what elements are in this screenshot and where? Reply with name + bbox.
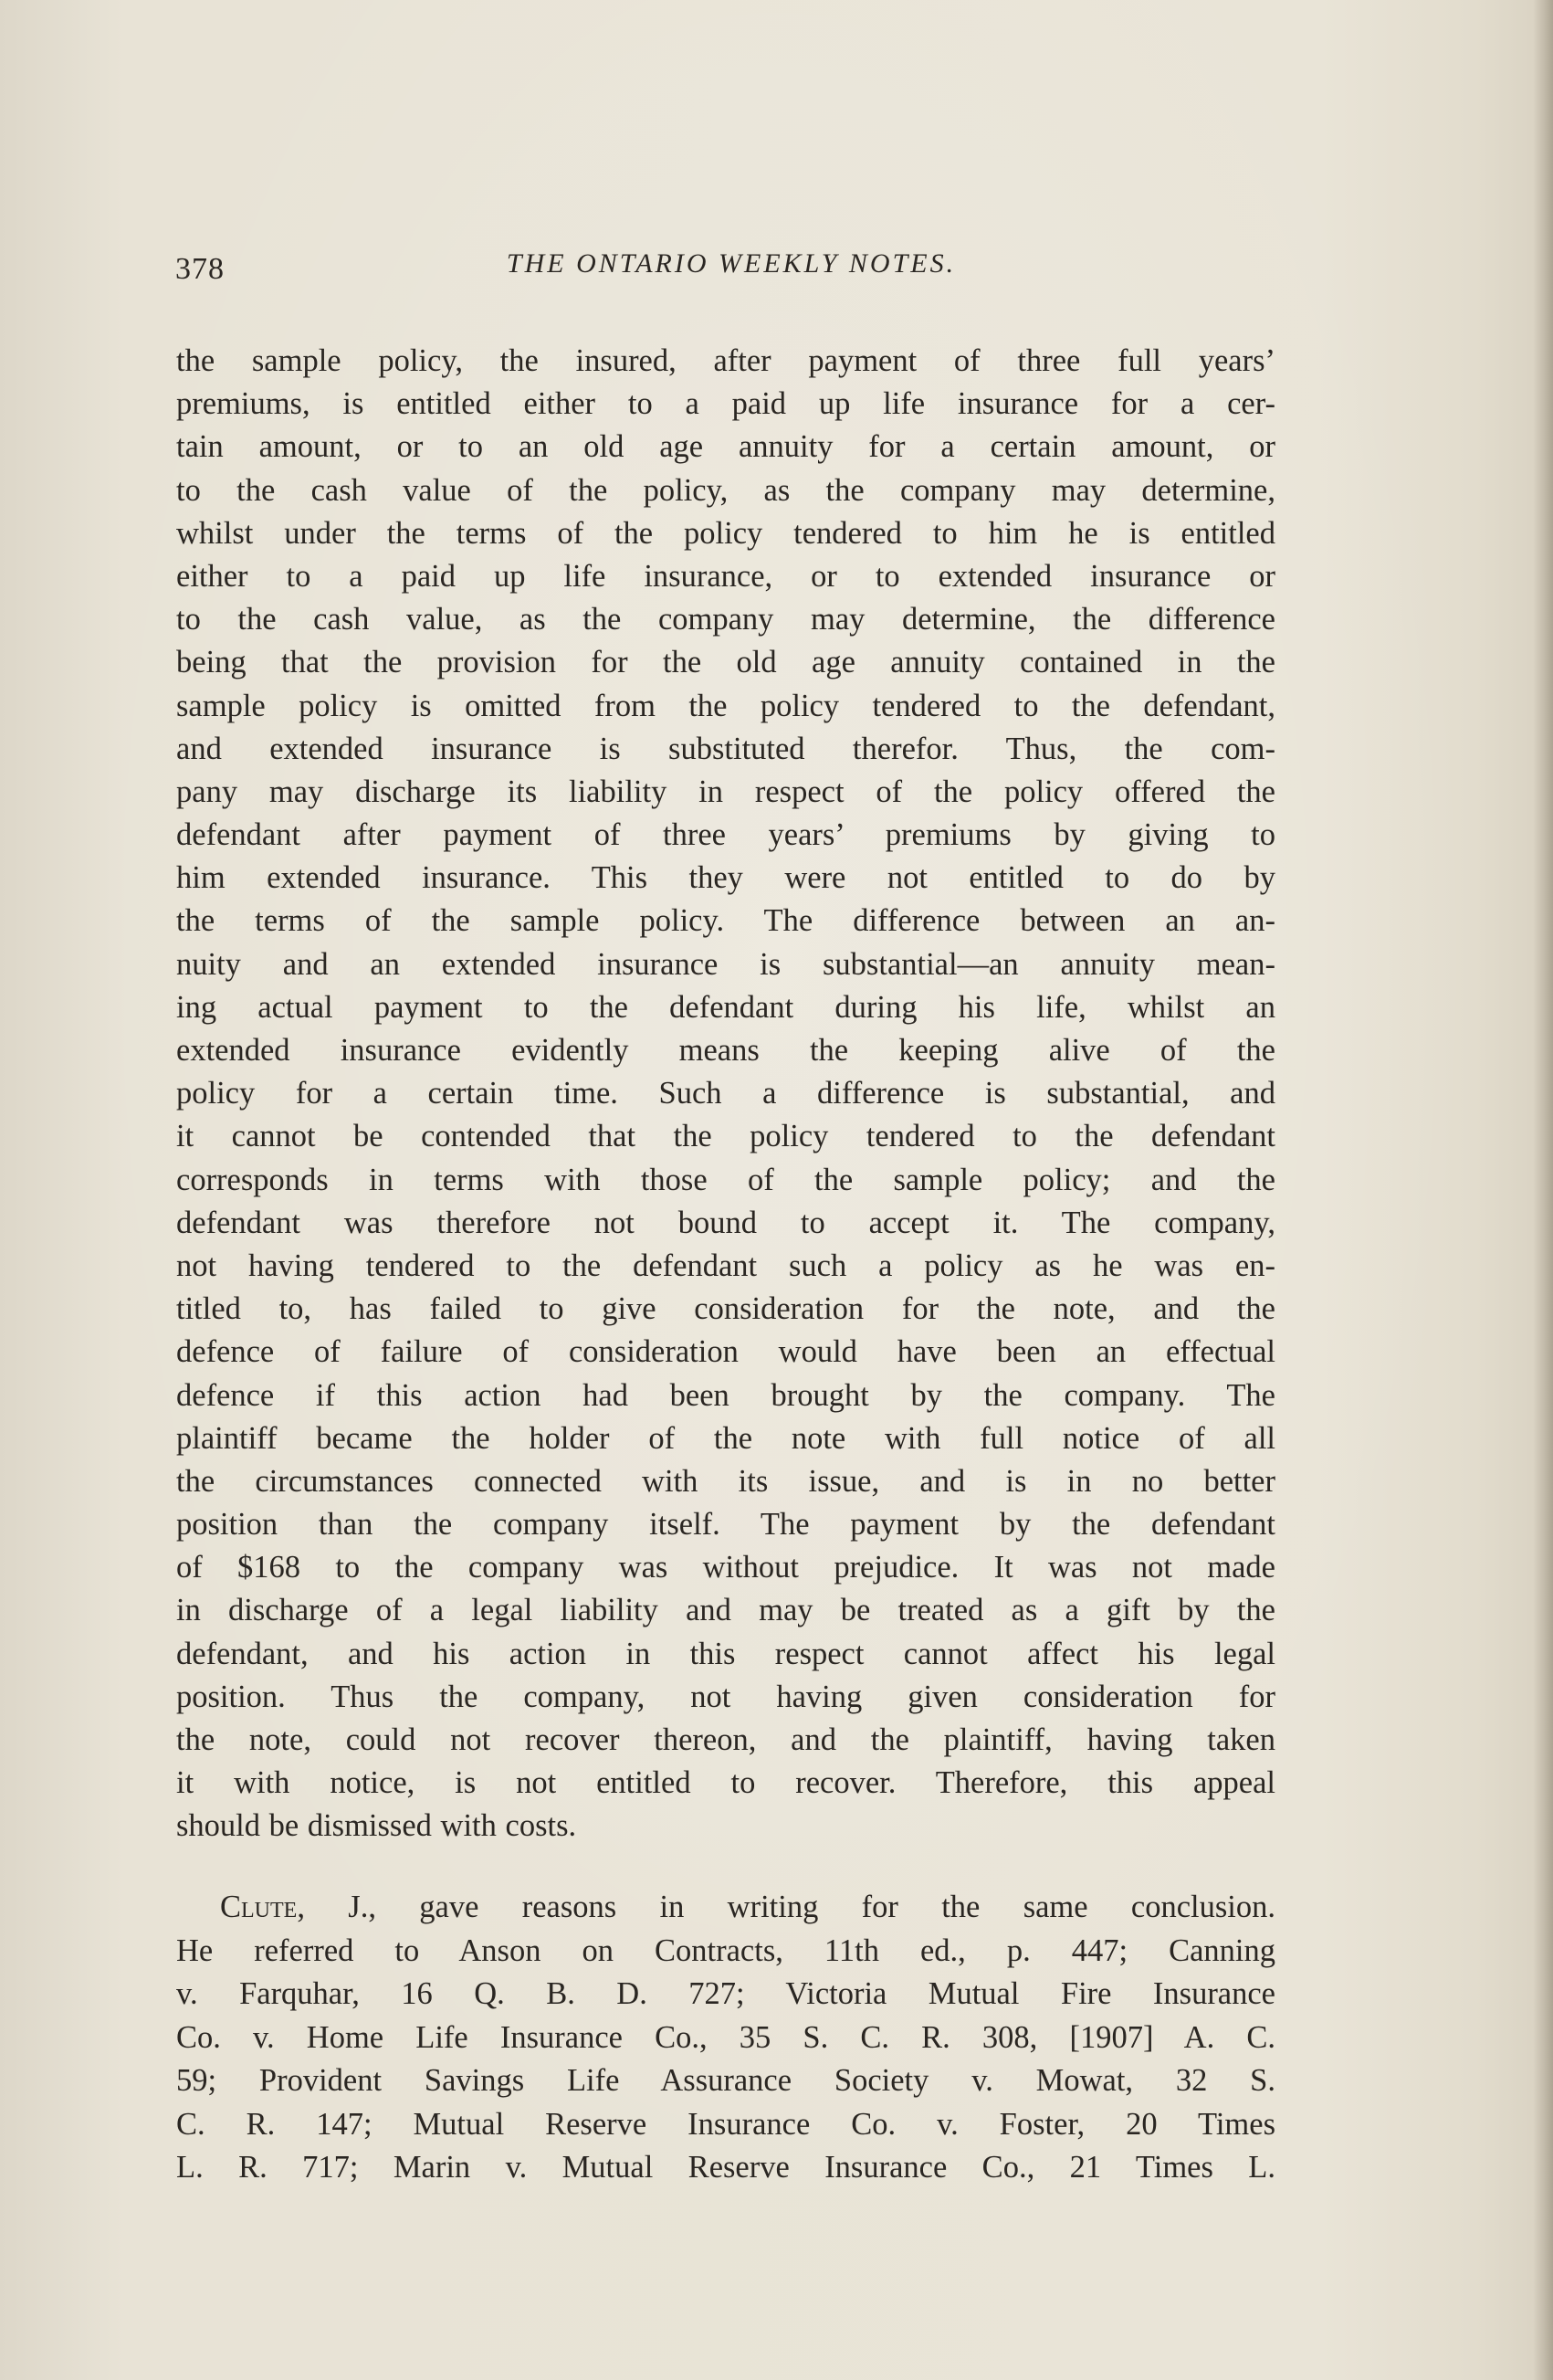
text-line: extended insurance evidently means the keeping alive of the bbox=[176, 1033, 1275, 1068]
text-line: L. R. 717; Marin v. Mutual Reserve Insurance Co., 21 Times L. bbox=[176, 2150, 1275, 2185]
text-line: and extended insurance is substituted therefor. Thus, the com- bbox=[176, 731, 1275, 766]
text-line: not having tendered to the defendant such a policy as he was en- bbox=[176, 1248, 1275, 1283]
text-line: in discharge of a legal liability and may be treated as a gift by the bbox=[176, 1593, 1275, 1628]
text-line: to the cash value of the policy, as the company may determine, bbox=[176, 472, 1275, 508]
text-line: policy for a certain time. Such a difference is substantial, and bbox=[176, 1076, 1275, 1111]
text-line: position. Thus the company, not having given consideration for bbox=[176, 1679, 1275, 1714]
text-line: sample policy is omitted from the policy tendered to the defendant, bbox=[176, 688, 1275, 723]
text-line: premiums, is entitled either to a paid up life insurance for a cer- bbox=[176, 386, 1275, 422]
text-line: 59; Provident Savings Life Assurance Society v. Mowat, 32 S. bbox=[176, 2063, 1275, 2098]
text-line: the circumstances connected with its issue, and is in no better bbox=[176, 1463, 1275, 1499]
text-line: either to a paid up life insurance, or to extended insurance or bbox=[176, 558, 1275, 594]
main-paragraph bbox=[176, 340, 1275, 1848]
page-edge-shadow bbox=[1533, 0, 1553, 2380]
running-title: THE ONTARIO WEEKLY NOTES. bbox=[506, 248, 957, 279]
text-line: of $168 to the company was without prejudice. It was not made bbox=[176, 1550, 1275, 1585]
text-line: defence if this action had been brought by the company. The bbox=[176, 1377, 1275, 1413]
text-line: corresponds in terms with those of the sample policy; and the bbox=[176, 1162, 1275, 1197]
text-line: the sample policy, the insured, after payment of three full years’ bbox=[176, 343, 1275, 378]
text-line: being that the provision for the old age annuity contained in the bbox=[176, 645, 1275, 680]
text-line: ing actual payment to the defendant during his life, whilst an bbox=[176, 989, 1275, 1025]
text-line: to the cash value, as the company may determine, the difference bbox=[176, 602, 1275, 637]
text-line: it cannot be contended that the policy tendered to the defendant bbox=[176, 1119, 1275, 1154]
text-line: should be dismissed with costs. bbox=[176, 1808, 577, 1844]
text-line: whilst under the terms of the policy tendered to him he is entitled bbox=[176, 515, 1275, 551]
text-line: the terms of the sample policy. The difference between an an- bbox=[176, 903, 1275, 939]
text-line: plaintiff became the holder of the note with full notice of all bbox=[176, 1420, 1275, 1456]
text-line: v. Farquhar, 16 Q. B. D. 727; Victoria Mutual Fire Insurance bbox=[176, 1976, 1275, 2011]
text-line: Co. v. Home Life Insurance Co., 35 S. C. R. 308, [1907] A. C. bbox=[176, 2019, 1275, 2055]
text-line: nuity and an extended insurance is substantial—an annuity mean- bbox=[176, 946, 1275, 982]
page-number: 378 bbox=[175, 252, 225, 286]
text-line: position than the company itself. The payment by the defendant bbox=[176, 1507, 1275, 1543]
text-line-rest: , J., gave reasons in writing for the same conclusion. bbox=[297, 1890, 1275, 1924]
text-line: titled to, has failed to give consideration for the note, and the bbox=[176, 1291, 1275, 1327]
text-line: defendant was therefore not bound to accept it. The company, bbox=[176, 1205, 1275, 1240]
text-line: the note, could not recover thereon, and the plaintiff, having taken bbox=[176, 1722, 1275, 1757]
text-line: defendant after payment of three years’ premiums by giving to bbox=[176, 817, 1275, 853]
text-line: pany may discharge its liability in respect of the policy offered the bbox=[176, 774, 1275, 809]
text-line: him extended insurance. This they were not entitled to do by bbox=[176, 860, 1275, 896]
second-paragraph bbox=[176, 1886, 1275, 2190]
text-line: tain amount, or to an old age annuity for a certain amount, or bbox=[176, 429, 1275, 465]
text-line: He referred to Anson on Contracts, 11th ed., p. 447; Canning bbox=[176, 1932, 1275, 1968]
text-line bbox=[176, 1886, 1275, 1930]
judge-name: Clute bbox=[220, 1890, 298, 1924]
text-line: defendant, and his action in this respect cannot affect his legal bbox=[176, 1636, 1275, 1671]
page-header bbox=[175, 247, 1287, 292]
text-line: C. R. 147; Mutual Reserve Insurance Co. v. Foster, 20 Times bbox=[176, 2106, 1275, 2142]
text-line: defence of failure of consideration would have been an effectual bbox=[176, 1334, 1275, 1370]
text-line: it with notice, is not entitled to recover. Therefore, this appeal bbox=[176, 1765, 1275, 1801]
